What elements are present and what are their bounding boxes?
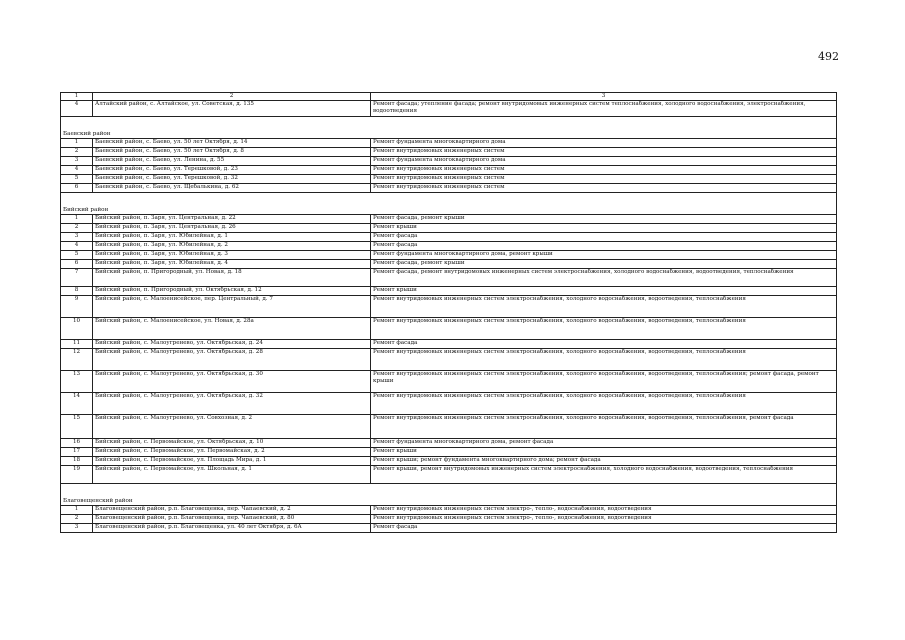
column-number: 2 [93,93,371,101]
table-row [61,515,837,524]
work-description-cell: Ремонт внутридомовых инженерных систем электроснабжения, холодного водоснабжения, водоотведения, теплоснабжения [371,318,837,340]
address-cell: Баевский район, с. Баево, ул. 50 лет Октября, д. 8 [93,148,371,157]
work-description-cell: Ремонт внутридомовых инженерных систем электро-, тепло-, водоснабжения, водоотведения [371,506,837,515]
row-number: 11 [61,340,93,349]
row-number: 4 [61,101,93,117]
work-description-cell: Ремонт внутридомовых инженерных систем электроснабжения, холодного водоснабжения, водоотведения, теплоснабжения, ремонт фасада [371,415,837,439]
table-row [61,148,837,157]
row-number: 3 [61,233,93,242]
table-row [61,393,837,415]
row-number: 16 [61,439,93,448]
table-row [61,349,837,371]
row-number: 6 [61,260,93,269]
row-number: 13 [61,371,93,393]
row-number: 3 [61,524,93,533]
work-description-cell: Ремонт внутридомовых инженерных систем электроснабжения, холодного водоснабжения, водоотведения, теплоснабжения [371,349,837,371]
table-row [61,448,837,457]
repair-register-table [60,92,837,533]
address-cell: Баевский район, с. Баево, ул. Терешковой, д. 23 [93,166,371,175]
district-header-row [61,117,837,139]
address-cell: Бийский район, с. Первомайское, ул. Школьная, д. 1 [93,466,371,484]
work-description-cell: Ремонт внутридомовых инженерных систем [371,175,837,184]
work-description-cell: Ремонт фасада [371,233,837,242]
work-description-cell: Ремонт внутридомовых инженерных систем электро-, тепло-, водоснабжения, водоотведения [371,515,837,524]
work-description-cell: Ремонт крыши [371,224,837,233]
address-cell: Бийский район, п. Заря, ул. Юбилейная, д. 2 [93,242,371,251]
work-description-cell: Ремонт фундамента многоквартирного дома, ремонт фасада [371,439,837,448]
address-cell: Благовещенский район, р.п. Благовещенка, ул. 40 лет Октября, д. 6А [93,524,371,533]
table-row [61,466,837,484]
work-description-cell: Ремонт крыши [371,287,837,296]
row-number: 3 [61,157,93,166]
row-number: 4 [61,166,93,175]
table-row [61,224,837,233]
table-row [61,524,837,533]
work-description-cell: Ремонт внутридомовых инженерных систем электроснабжения, холодного водоснабжения, водоотведения, теплоснабжения [371,393,837,415]
work-description-cell: Ремонт крыши, ремонт внутридомовых инженерных систем электроснабжения, холодного водоснабжения, водоотведения, теплоснабжения [371,466,837,484]
work-description-cell: Ремонт фасада, ремонт внутридомовых инженерных систем электроснабжения, холодного водоснабжения, водоотведения, теплоснабжения [371,269,837,287]
table-row [61,287,837,296]
address-cell: Бийский район, с. Малоугренево, ул. Октябрьская, д. 32 [93,393,371,415]
column-number-row [61,93,837,101]
address-cell: Баевский район, с. Баево, ул. 50 лет Октября, д. 14 [93,139,371,148]
row-number: 19 [61,466,93,484]
address-cell: Бийский район, п. Пригородный, ул. Октябрьская, д. 12 [93,287,371,296]
row-number: 1 [61,139,93,148]
column-number: 1 [61,93,93,101]
work-description-cell: Ремонт фундамента многоквартирного дома [371,157,837,166]
row-number: 9 [61,296,93,318]
row-number: 4 [61,242,93,251]
district-title: Благовещенский район [61,484,837,506]
address-cell: Благовещенский район, р.п. Благовещенка, пер. Чапаевский, д. 2 [93,506,371,515]
address-cell: Бийский район, с. Малоугренево, ул. Октябрьская, д. 24 [93,340,371,349]
address-cell: Бийский район, п. Заря, ул. Юбилейная, д. 1 [93,233,371,242]
table-row [61,340,837,349]
table-row [61,157,837,166]
row-number: 7 [61,269,93,287]
table-row [61,318,837,340]
table-row [61,251,837,260]
row-number: 10 [61,318,93,340]
address-cell: Бийский район, с. Первомайское, ул. Площадь Мира, д. 1 [93,457,371,466]
district-header-row [61,484,837,506]
row-number: 1 [61,506,93,515]
address-cell: Бийский район, с. Малоенисейское, ул. Новая, д. 28а [93,318,371,340]
table-row [61,371,837,393]
table-row [61,166,837,175]
row-number: 14 [61,393,93,415]
work-description-cell: Ремонт фасада [371,242,837,251]
work-description-cell: Ремонт крыши [371,448,837,457]
address-cell: Бийский район, п. Заря, ул. Центральная, д. 22 [93,215,371,224]
table-row [61,269,837,287]
address-cell: Бийский район, с. Первомайское, ул. Первомайская, д. 2 [93,448,371,457]
address-cell: Бийский район, п. Пригородный, ул. Новая, д. 18 [93,269,371,287]
table-row [61,139,837,148]
table-row [61,415,837,439]
row-number: 2 [61,148,93,157]
work-description-cell: Ремонт фасада, ремонт крыши [371,215,837,224]
table-row [61,506,837,515]
work-description-cell: Ремонт внутридомовых инженерных систем электроснабжения, холодного водоснабжения, водоотведения, теплоснабжения; ремонт фасада, ремонт крыши [371,371,837,393]
address-cell: Алтайский район, с. Алтайское, ул. Советская, д. 135 [93,101,371,117]
table-row [61,175,837,184]
row-number: 6 [61,184,93,193]
district-title: Баевский район [61,117,837,139]
row-number: 17 [61,448,93,457]
address-cell: Баевский район, с. Баево, ул. Терешковой, д. 32 [93,175,371,184]
table-row [61,184,837,193]
address-cell: Баевский район, с. Баево, ул. Щебалькина, д. 62 [93,184,371,193]
row-number: 15 [61,415,93,439]
table-row [61,439,837,448]
page-number: 492 [818,50,839,63]
column-number: 3 [371,93,837,101]
district-header-row [61,193,837,215]
address-cell: Бийский район, с. Малоугренево, ул. Совхозная, д. 2 [93,415,371,439]
address-cell: Бийский район, с. Малоугренево, ул. Октябрьская, д. 30 [93,371,371,393]
table-row [61,457,837,466]
work-description-cell: Ремонт фасада [371,340,837,349]
work-description-cell: Ремонт внутридомовых инженерных систем [371,148,837,157]
table-body [61,93,837,533]
address-cell: Бийский район, с. Первомайское, ул. Октябрьская, д. 10 [93,439,371,448]
table-row [61,260,837,269]
work-description-cell: Ремонт фасада; утепление фасада; ремонт внутридомовых инженерных систем теплоснабжения, холодного водоснабжения, электроснабжения, водоотведения [371,101,837,117]
row-number: 12 [61,349,93,371]
address-cell: Бийский район, с. Малоугренево, ул. Октябрьская, д. 28 [93,349,371,371]
work-description-cell: Ремонт фундамента многоквартирного дома, ремонт крыши [371,251,837,260]
work-description-cell: Ремонт внутридомовых инженерных систем [371,184,837,193]
work-description-cell: Ремонт фундамента многоквартирного дома [371,139,837,148]
district-title: Бийский район [61,193,837,215]
work-description-cell: Ремонт внутридомовых инженерных систем [371,166,837,175]
row-number: 5 [61,175,93,184]
address-cell: Бийский район, п. Заря, ул. Юбилейная, д. 4 [93,260,371,269]
row-number: 1 [61,215,93,224]
row-number: 2 [61,224,93,233]
row-number: 2 [61,515,93,524]
table-row [61,101,837,117]
table-row [61,215,837,224]
address-cell: Благовещенский район, р.п. Благовещенка, пер. Чапаевский, д. 80 [93,515,371,524]
work-description-cell: Ремонт фасада [371,524,837,533]
row-number: 5 [61,251,93,260]
address-cell: Баевский район, с. Баево, ул. Ленина, д. 55 [93,157,371,166]
address-cell: Бийский район, п. Заря, ул. Центральная, д. 26 [93,224,371,233]
table-row [61,296,837,318]
address-cell: Бийский район, п. Заря, ул. Юбилейная, д. 3 [93,251,371,260]
work-description-cell: Ремонт фасада, ремонт крыши [371,260,837,269]
row-number: 18 [61,457,93,466]
table-row [61,233,837,242]
work-description-cell: Ремонт внутридомовых инженерных систем электроснабжения, холодного водоснабжения, водоотведения, теплоснабжения [371,296,837,318]
address-cell: Бийский район, с. Малоенисейское, пер. Центральный, д. 7 [93,296,371,318]
row-number: 8 [61,287,93,296]
table-row [61,242,837,251]
work-description-cell: Ремонт крыши; ремонт фундамента многоквартирного дома; ремонт фасада [371,457,837,466]
